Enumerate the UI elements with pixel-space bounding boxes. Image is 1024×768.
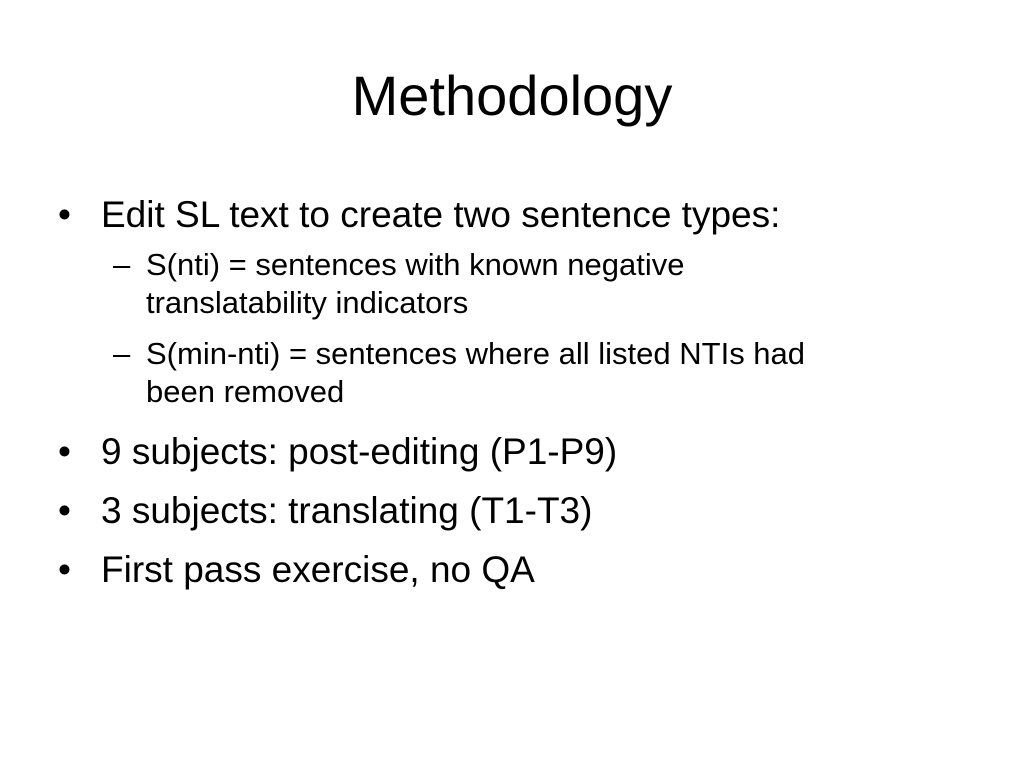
sub-bullet-text: S(nti) = sentences with known negative translatability indicators [146, 247, 685, 320]
bullet-text: Edit SL text to create two sentence types: [101, 194, 781, 235]
bullet-text: 9 subjects: post-editing (P1-P9) [101, 431, 618, 472]
bullet-text: First pass exercise, no QA [101, 549, 535, 590]
bullet-item [58, 542, 958, 597]
bullet-marker: • [58, 431, 71, 472]
dash-marker: – [113, 247, 131, 282]
bullet-item [58, 483, 958, 538]
sub-bullet-item [58, 335, 846, 411]
bullet-text: 3 subjects: translating (T1-T3) [101, 490, 593, 531]
bullet-item [58, 424, 958, 479]
bullet-marker: • [58, 549, 71, 590]
sub-bullet-item [58, 246, 846, 322]
sub-bullet-text: S(min-nti) = sentences where all listed NTIs had been removed [146, 336, 806, 409]
slide-title: Methodology [351, 64, 673, 127]
bullet-marker: • [58, 194, 71, 235]
sub-bullet-list [58, 246, 958, 411]
bullet-item [58, 187, 958, 242]
bullet-list [58, 187, 958, 597]
dash-marker: – [113, 336, 131, 371]
bullet-marker: • [58, 490, 71, 531]
